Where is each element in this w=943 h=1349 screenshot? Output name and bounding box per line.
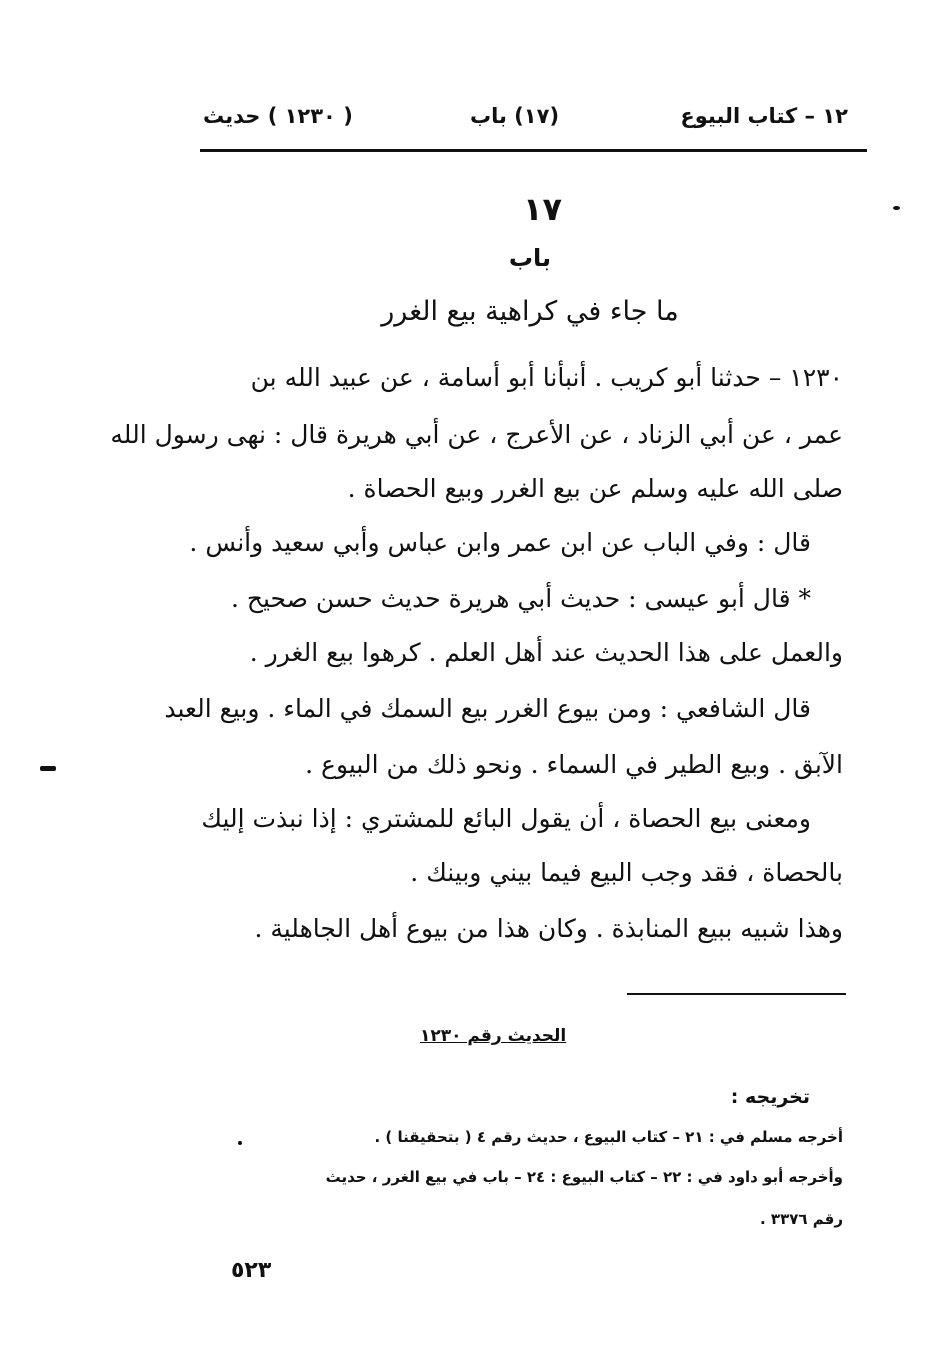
chapter-title: ما جاء في كراهية بيع الغرر xyxy=(381,296,679,327)
header-book-title: ١٢ – كتاب البيوع xyxy=(680,104,848,128)
page-number: ٥٢٣ xyxy=(231,1258,272,1283)
header-rule xyxy=(200,149,867,152)
footnote-section-title: الحديث رقم ١٢٣٠ xyxy=(420,1026,567,1046)
section-divider xyxy=(627,993,846,995)
body-line: قال الشافعي : ومن بيوع الغرر بيع السمك في الماء . وبيع العبد xyxy=(164,694,811,723)
header-hadith-number: ( ١٢٣٠ ) حديث xyxy=(203,104,353,128)
scan-speck xyxy=(238,1141,242,1145)
body-line: الآبق . وبيع الطير في السماء . ونحو ذلك من البيوع . xyxy=(305,750,843,779)
body-line: ومعنى بيع الحصاة ، أن يقول البائع للمشتري : إذا نبذت إليك xyxy=(201,804,811,833)
header-chapter: (١٧) باب xyxy=(470,104,560,128)
footnote-line: وأخرجه أبو داود في : ٢٢ – كتاب البيوع : ٢٤ – باب في بيع الغرر ، حديث xyxy=(325,1168,843,1186)
body-line: وهذا شبيه ببيع المنابذة . وكان هذا من بيوع أهل الجاهلية . xyxy=(254,914,843,943)
body-line: عمر ، عن أبي الزناد ، عن الأعرج ، عن أبي هريرة قال : نهى رسول الله xyxy=(110,420,843,449)
body-line: قال : وفي الباب عن ابن عمر وابن عباس وأبي سعيد وأنس . xyxy=(189,528,811,557)
body-line: بالحصاة ، فقد وجب البيع فيما بيني وبينك . xyxy=(410,858,843,887)
body-line: ١٢٣٠ – حدثنا أبو كريب . أنبأنا أبو أسامة ، عن عبيد الله بن xyxy=(250,363,843,392)
scan-speck xyxy=(40,766,56,771)
body-line: صلى الله عليه وسلم عن بيع الغرر وبيع الحصاة . xyxy=(347,474,843,503)
chapter-word: باب xyxy=(508,244,552,272)
body-line: * قال أبو عيسى : حديث أبي هريرة حديث حسن صحيح . xyxy=(230,584,811,613)
takhrij-heading: تخريجه : xyxy=(730,1086,810,1108)
chapter-number: ١٧ xyxy=(522,190,563,228)
scan-speck xyxy=(893,206,900,210)
body-line: والعمل على هذا الحديث عند أهل العلم . كرهوا بيع الغرر . xyxy=(249,638,843,667)
footnote-line: أخرجه مسلم في : ٢١ – كتاب البيوع ، حديث رقم ٤ ( بتحقيقنا ) . xyxy=(374,1128,843,1146)
footnote-line: رقم ٣٣٧٦ . xyxy=(760,1210,843,1228)
